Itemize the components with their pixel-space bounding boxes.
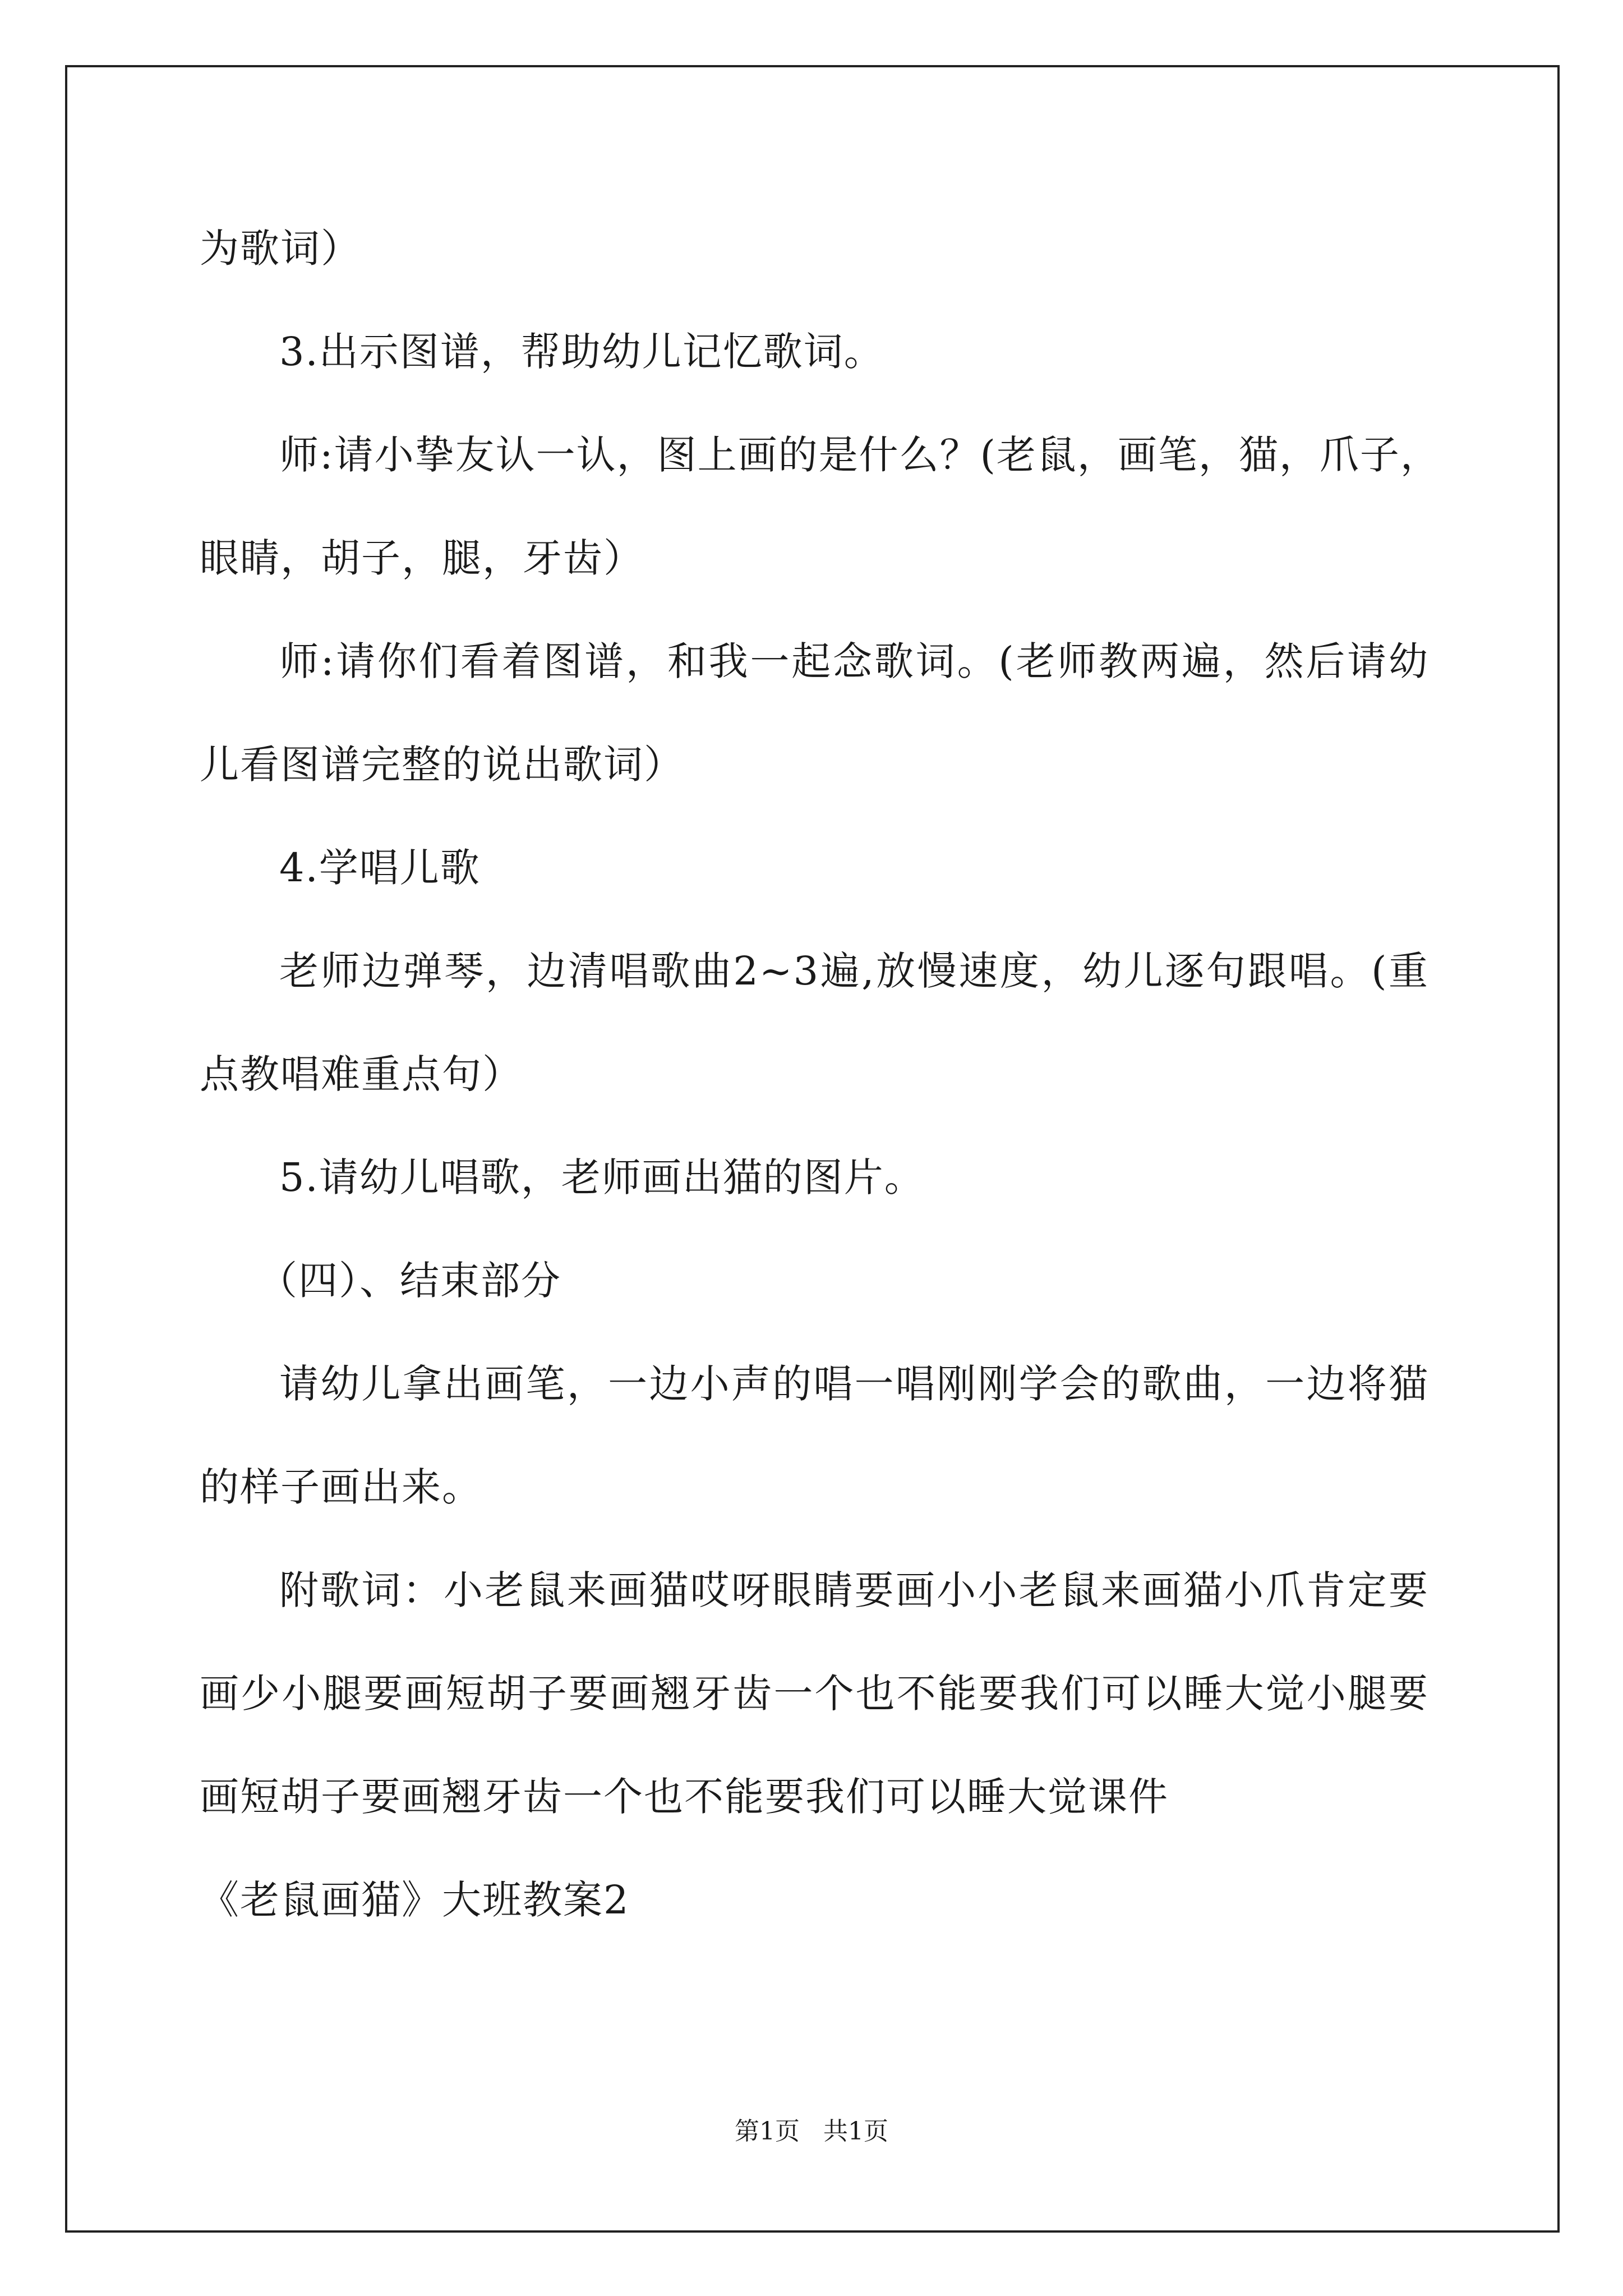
document-title: 《老鼠画猫》大班教案2 <box>200 1877 630 1923</box>
text-line: 画短胡子要画翘牙齿一个也不能要我们可以睡大觉课件 <box>200 1774 1169 1820</box>
text-line: 为歌词） <box>200 226 361 272</box>
text-line: 画少小腿要画短胡子要画翘牙齿一个也不能要我们可以睡大觉小腿要 <box>200 1671 1429 1717</box>
text-line: 老师边弹琴，边清唱歌曲2~3遍,放慢速度，幼儿逐句跟唱。(重 <box>279 948 1429 994</box>
text-line: 点教唱难重点句） <box>200 1051 523 1097</box>
text-line: 儿看图谱完整的说出歌词） <box>200 742 684 788</box>
page-footer: 第1页 共1页 <box>735 2117 888 2146</box>
text-line: 请幼儿拿出画笔，一边小声的唱一唱刚刚学会的歌曲，一边将猫 <box>279 1361 1429 1407</box>
section-heading: （四）、结束部分 <box>258 1258 561 1304</box>
text-line: 师:请小挚友认一认，图上画的是什么？(老鼠，画笔，猫，爪子， <box>279 432 1441 478</box>
text-line: 师:请你们看着图谱，和我一起念歌词。(老师教两遍，然后请幼 <box>279 638 1429 684</box>
text-line: 5.请幼儿唱歌，老师画出猫的图片。 <box>279 1154 925 1200</box>
text-line: 附歌词：小老鼠来画猫哎呀眼睛要画小小老鼠来画猫小爪肯定要 <box>279 1567 1429 1613</box>
text-line: 4.学唱儿歌 <box>279 845 481 891</box>
text-line: 3.出示图谱，帮助幼儿记忆歌词。 <box>279 329 884 375</box>
text-line: 的样子画出来。 <box>200 1464 482 1510</box>
text-line: 眼睛，胡子，腿，牙齿） <box>200 535 644 581</box>
